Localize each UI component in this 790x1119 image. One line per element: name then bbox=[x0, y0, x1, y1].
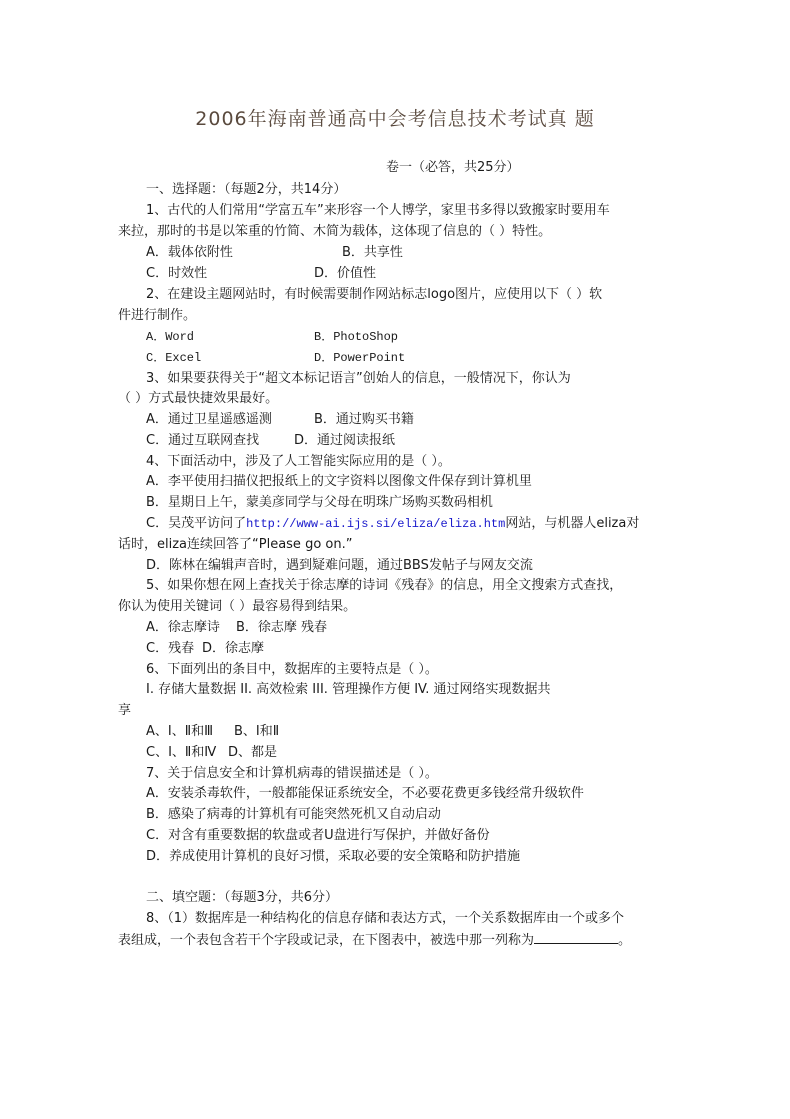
q8-line1: 8、（1）数据库是一种结构化的信息存储和表达方式，一个关系数据库由一个或多个 bbox=[146, 911, 625, 926]
q8-line2-end: 。 bbox=[618, 933, 632, 948]
eliza-link[interactable]: http://www-ai.ijs.si/eliza/eliza.htm bbox=[246, 517, 506, 531]
q8-line2 bbox=[118, 930, 631, 951]
q4-option-c bbox=[146, 514, 639, 534]
q6-option-d: D、都是 bbox=[228, 745, 278, 760]
q5-option-c: C．残春 bbox=[146, 641, 195, 656]
q3-stem-line2: （ ）方式最快捷效果最好。 bbox=[118, 391, 279, 406]
q7-option-d: D．养成使用计算机的良好习惯，采取必要的安全策略和防护措施 bbox=[146, 849, 521, 864]
q4-option-a: A．李平使用扫描仪把报纸上的文字资料以图像文件保存到计算机里 bbox=[146, 474, 532, 489]
q4-stem-line1: 4、下面活动中，涉及了人工智能实际应用的是（ ）。 bbox=[146, 454, 451, 469]
q6-items-line2: 享 bbox=[118, 703, 132, 718]
q3-option-b: B．通过购买书籍 bbox=[314, 412, 414, 427]
q3-option-d: D．通过阅读报纸 bbox=[294, 433, 396, 448]
q6-option-c: C、Ⅰ、Ⅱ和Ⅳ bbox=[146, 745, 217, 760]
q4-option-c-text: C．吴茂平访问了 bbox=[146, 516, 247, 531]
q3-option-a: A．通过卫星遥感遥测 bbox=[146, 412, 272, 427]
q2-option-d: D．PowerPoint bbox=[314, 351, 406, 365]
q3-stem-line1: 3、如果要获得关于“超文本标记语言”创始人的信息，一般情况下，你认为 bbox=[146, 371, 571, 386]
q6-option-a: A、Ⅰ、Ⅱ和Ⅲ bbox=[146, 724, 214, 739]
q7-stem-line1: 7、关于信息安全和计算机病毒的错误描述是（ ）。 bbox=[146, 766, 438, 781]
section2-heading: 二、填空题：（每题3分，共6分） bbox=[146, 890, 339, 905]
q1-option-c: C．时效性 bbox=[146, 266, 208, 281]
q4-option-c-after: 网站，与机器人eliza对 bbox=[505, 516, 640, 531]
q2-option-a: A．Word bbox=[146, 330, 195, 344]
q4-option-b: B．星期日上午，蒙美彦同学与父母在明珠广场购买数码相机 bbox=[146, 495, 493, 510]
q6-stem-line1: 6、下面列出的条目中，数据库的主要特点是（ ）。 bbox=[146, 662, 438, 677]
q2-stem-line2: 件进行制作。 bbox=[118, 308, 197, 323]
q5-option-a: A．徐志摩诗 bbox=[146, 620, 220, 635]
q1-stem-line2: 来拉，那时的书是以笨重的竹简、木简为载体，这体现了信息的（ ）特性。 bbox=[118, 224, 552, 239]
q7-option-c: C．对含有重要数据的软盘或者U盘进行写保护，并做好备份 bbox=[146, 828, 490, 843]
q1-stem-line1: 1、古代的人们常用“学富五车”来形容一个人博学，家里书多得以致搬家时要用车 bbox=[146, 203, 610, 218]
q8-line2-text: 表组成，一个表包含若干个字段或记录，在下图表中，被选中那一列称为 bbox=[118, 933, 535, 948]
q1-option-d: D．价值性 bbox=[314, 266, 377, 281]
q5-stem-line2: 你认为使用关键词（ ）最容易得到结果。 bbox=[118, 599, 357, 614]
q6-items-line1: I. 存储大量数据 II. 高效检索 III. 管理操作方便 IV. 通过网络实现数据共 bbox=[146, 682, 551, 697]
q2-option-c: C．Excel bbox=[146, 351, 202, 365]
q4-option-d: D．陈林在编辑声音时，遇到疑难问题，通过BBS发帖子与网友交流 bbox=[146, 558, 533, 573]
q1-option-b: B．共享性 bbox=[342, 245, 403, 260]
document-title: 2006年海南普通高中会考信息技术考试真 题 bbox=[195, 108, 595, 130]
q4-option-c-line2: 话时，eliza连续回答了“Please go on.” bbox=[118, 537, 353, 552]
q2-option-b: B．PhotoShop bbox=[314, 330, 399, 344]
q5-stem-line1: 5、如果你想在网上查找关于徐志摩的诗词《残春》的信息，用全文搜索方式查找， bbox=[146, 578, 623, 593]
q1-option-a: A．载体依附性 bbox=[146, 245, 233, 260]
volume-heading: 卷一（必答，共25分） bbox=[386, 160, 520, 175]
q2-stem-line1: 2、在建设主题网站时，有时候需要制作网站标志logo图片，应使用以下（ ）软 bbox=[146, 287, 603, 302]
q3-option-c: C．通过互联网查找 bbox=[146, 433, 260, 448]
q7-option-b: B．感染了病毒的计算机有可能突然死机又自动启动 bbox=[146, 807, 441, 822]
q5-option-b: B．徐志摩 残春 bbox=[236, 620, 328, 635]
section1-heading: 一、选择题：（每题2分，共14分） bbox=[146, 182, 347, 197]
q7-option-a: A．安装杀毒软件，一般都能保证系统安全，不必要花费更多钱经常升级软件 bbox=[146, 786, 584, 801]
q6-option-b: B、Ⅰ和Ⅱ bbox=[234, 724, 280, 739]
q5-option-d: D．徐志摩 bbox=[202, 641, 265, 656]
answer-blank bbox=[534, 930, 618, 944]
